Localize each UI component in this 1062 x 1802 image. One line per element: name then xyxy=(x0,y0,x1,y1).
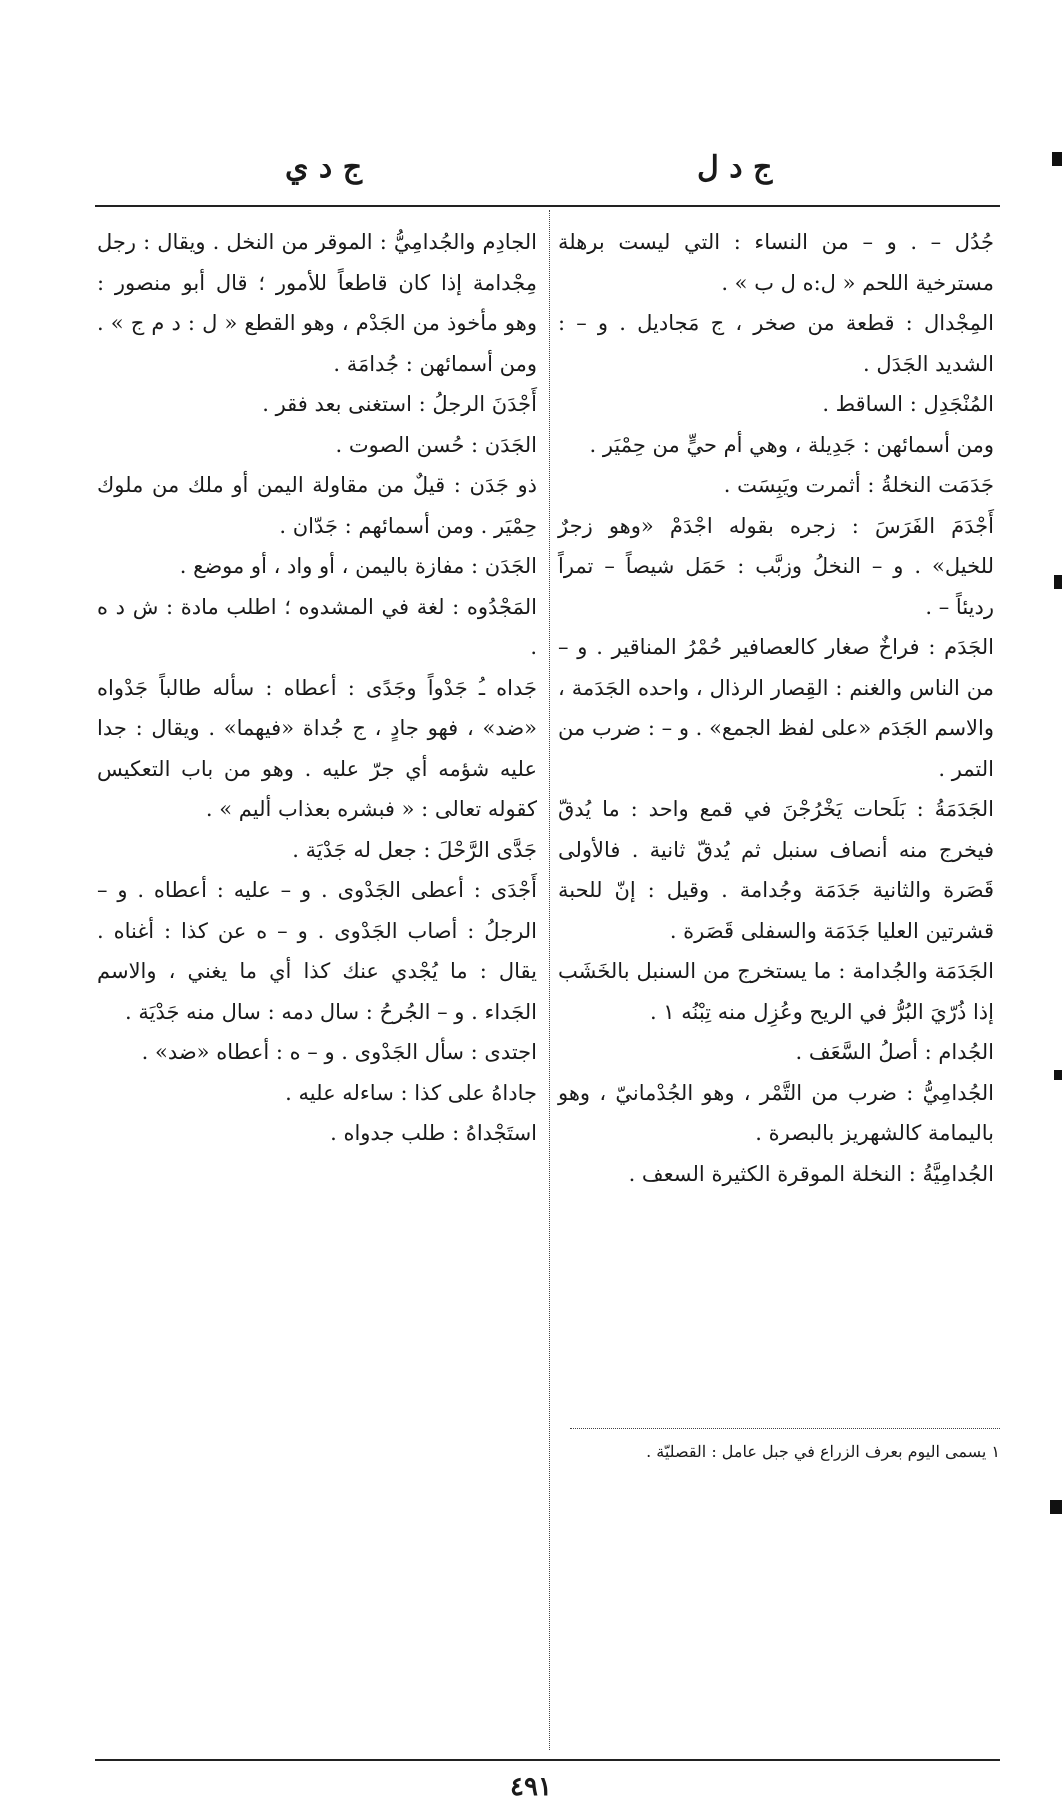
scan-edge-mark xyxy=(1050,1500,1062,1514)
entry: استَجْداهُ : طلب جدواه . xyxy=(330,1121,537,1145)
left-column-header: ج د ي xyxy=(285,150,363,185)
scan-edge-mark xyxy=(1052,152,1062,166)
entry: الجَدَن : مفازة باليمن ، أو واد ، أو موضع . xyxy=(179,554,537,578)
entry: جُدُل – . و – من النساء : التي ليست برهلة مسترخية اللحم « ل:ه ل ب » . xyxy=(558,230,994,295)
entry: جَدَّى الرَّحْلَ : جعل له جَدْيَة . xyxy=(292,837,537,862)
bottom-rule xyxy=(95,1759,1000,1761)
entry: الجَدَمَةُ : بَلَحات يَخْرُجْنَ في قمع واحد : ما يُدقّ فيخرج منه أنصاف سنبل ثم يُدقّ ثانية . فالأولى قَصَرة والثانية جَدَمَة وجُدامة . وقيل : إنّ للحبة قشرتين العليا جَدَمَة والسفلى قَصَرة . xyxy=(558,797,994,943)
entry: الجادِم والجُدامِيُّ : الموقر من النخل . ويقال : رجل مِجْدامة إذا كان قاطعاً للأمور ؛ قال أبو منصور : وهو مأخوذ من الجَدْم ، وهو القطع « ل : د م ج » . ومن أسمائهن : جُدامَة . xyxy=(97,230,537,376)
right-column xyxy=(558,222,994,1194)
entry: المَجْدُوه : لغة في المشدوه ؛ اطلب مادة : ش د ه . xyxy=(97,594,537,659)
entry: المِجْدال : قطعة من صخر ، ج مَجاديل . و – : الشديد الجَدَل . xyxy=(558,311,994,376)
entry: أَجْدَنَ الرجلُ : استغنى بعد فقر . xyxy=(262,392,537,416)
entry: الجُدامِيُّ : ضرب من التَّمْر ، وهو الجُدْمانيّ ، وهو باليمامة كالشهريز بالبصرة . xyxy=(558,1080,994,1145)
right-column-header: ج د ل xyxy=(697,150,773,185)
entry: ذو جَدَن : قيلٌ من مقاولة اليمن أو ملك من ملوك حِمْيَر . ومن أسمائهم : جَدّان . xyxy=(97,473,537,538)
entry: الجَدَم : فراخٌ صغار كالعصافير حُمْرُ المناقير . و – من الناس والغنم : القِصار الرذال ، واحده الجَدَمة ، والاسم الجَدَم «على لفظ الجمع» . و – : ضرب من التمر . xyxy=(558,635,994,781)
left-column xyxy=(97,222,537,1154)
entry: جَداه ـُ جَدْواً وجَدًى : أعطاه : سأله طالباً جَدْواه «ضد» ، فهو جادٍ ، ج جُداة «فيهما» . ويقال : جدا عليه شؤمه أي جرّ عليه . وهو من باب التعكيس كقوله تعالى : « فبشره بعذاب أليم » . xyxy=(97,675,538,821)
top-rule xyxy=(95,205,1000,207)
scan-edge-mark xyxy=(1054,1070,1062,1080)
entry: اجتدى : سأل الجَدْوى . و – ه : أعطاه «ضد» . xyxy=(141,1040,537,1064)
column-divider xyxy=(549,210,550,1750)
page-number: ٤٩١ xyxy=(510,1772,552,1802)
footnote: ١ يسمى اليوم بعرف الزراع في جبل عامل : القصليّة . xyxy=(646,1442,1000,1461)
footnote-rule xyxy=(570,1428,1000,1429)
entry: ومن أسمائهن : جَدِيلة ، وهي أم حيٍّ من حِمْيَر . xyxy=(589,432,994,457)
entry: الجَدَن : حُسن الصوت . xyxy=(335,432,537,457)
entry: الجُدام : أصلُ السَّعَف . xyxy=(795,1040,994,1064)
entry: الجُدامِيَّةُ : النخلة الموقرة الكثيرة السعف . xyxy=(628,1161,994,1186)
entry: جاداهُ على كذا : ساءله عليه . xyxy=(285,1080,537,1105)
scan-edge-mark xyxy=(1054,575,1062,589)
entry: أَجْدَمَ الفَرَسَ : زجره بقوله اجْدَمْ «وهو زجرٌ للخيل» . و – النخلُ وزبَّب : حَمَل شيصاً – تمراً رديئاً – . xyxy=(558,513,994,619)
entry: الجَدَمَة والجُدامة : ما يستخرج من السنبل بالخَشَب إذا ذُرّيَ البُرُّ في الريح وعُزِل منه تِبْنُه ١ . xyxy=(558,959,994,1024)
entry: جَدَمَت النخلةُ : أثمرت ويَبِسَت . xyxy=(723,473,994,497)
entry: أَجْدَى : أعطى الجَدْوى . و – عليه : أعطاه . و – الرجلُ : أصاب الجَدْوى . و – ه عن كذا : أغناه . يقال : ما يُجْدي عنك كذا أي ما يغني ، والاسم الجَداء . و – الجُرحُ : سال دمه : سال منه جَدْيَة . xyxy=(97,878,537,1024)
entry: المُنْجَدِل : الساقط . xyxy=(822,392,994,416)
